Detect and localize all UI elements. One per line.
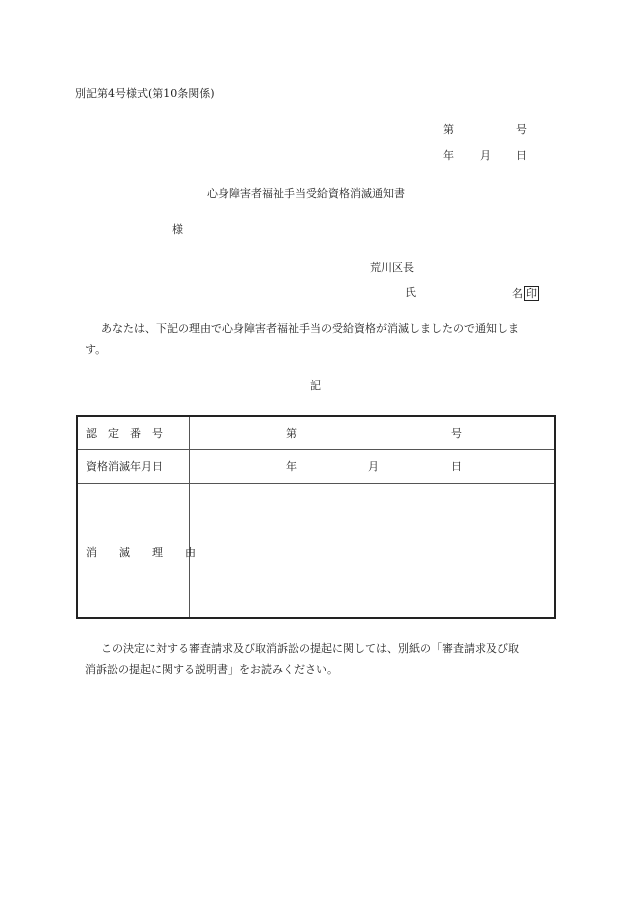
loss-date-label: 資格消滅年月日 (86, 460, 163, 473)
details-table (76, 415, 556, 619)
ki-heading: 記 (310, 379, 321, 392)
form-reference: 別記第4号様式(第10条関係) (75, 87, 215, 100)
doc-date-month: 月 (480, 149, 491, 162)
signature-shi: 氏 (405, 286, 416, 299)
cert-number-label: 認 定 番 号 (86, 427, 163, 440)
loss-date-day: 日 (451, 460, 462, 473)
doc-date-day: 日 (516, 149, 527, 162)
doc-number-dai: 第 (443, 123, 454, 136)
table-divider-2 (78, 483, 554, 484)
cert-number-dai: 第 (286, 427, 297, 440)
seal-stamp-box: 印 (526, 287, 537, 300)
table-column-divider (189, 417, 190, 617)
doc-date-year: 年 (443, 149, 454, 162)
table-divider-1 (78, 449, 554, 450)
intro-line-1: あなたは、下記の理由で心身障害者福祉手当の受給資格が消滅しましたので通知しま (101, 322, 519, 335)
notice-line-2: 消訴訟の提起に関する説明書」をお読みください。 (85, 663, 338, 676)
loss-reason-label: 消 滅 理 由 (86, 546, 196, 559)
addressee-suffix: 様 (172, 223, 183, 236)
loss-reason-field (200, 493, 540, 603)
signature-mei (512, 286, 539, 301)
cert-number-go: 号 (451, 427, 462, 440)
signature-mei-label: 名 (512, 287, 523, 300)
loss-date-month: 月 (368, 460, 379, 473)
doc-number-go: 号 (516, 123, 527, 136)
intro-line-2: す。 (85, 343, 107, 356)
notice-line-1: この決定に対する審査請求及び取消訴訟の提起に関しては、別紙の「審査請求及び取 (101, 642, 519, 655)
document-title: 心身障害者福祉手当受給資格消滅通知書 (207, 187, 405, 200)
issuer-name: 荒川区長 (370, 261, 414, 274)
loss-date-year: 年 (286, 460, 297, 473)
